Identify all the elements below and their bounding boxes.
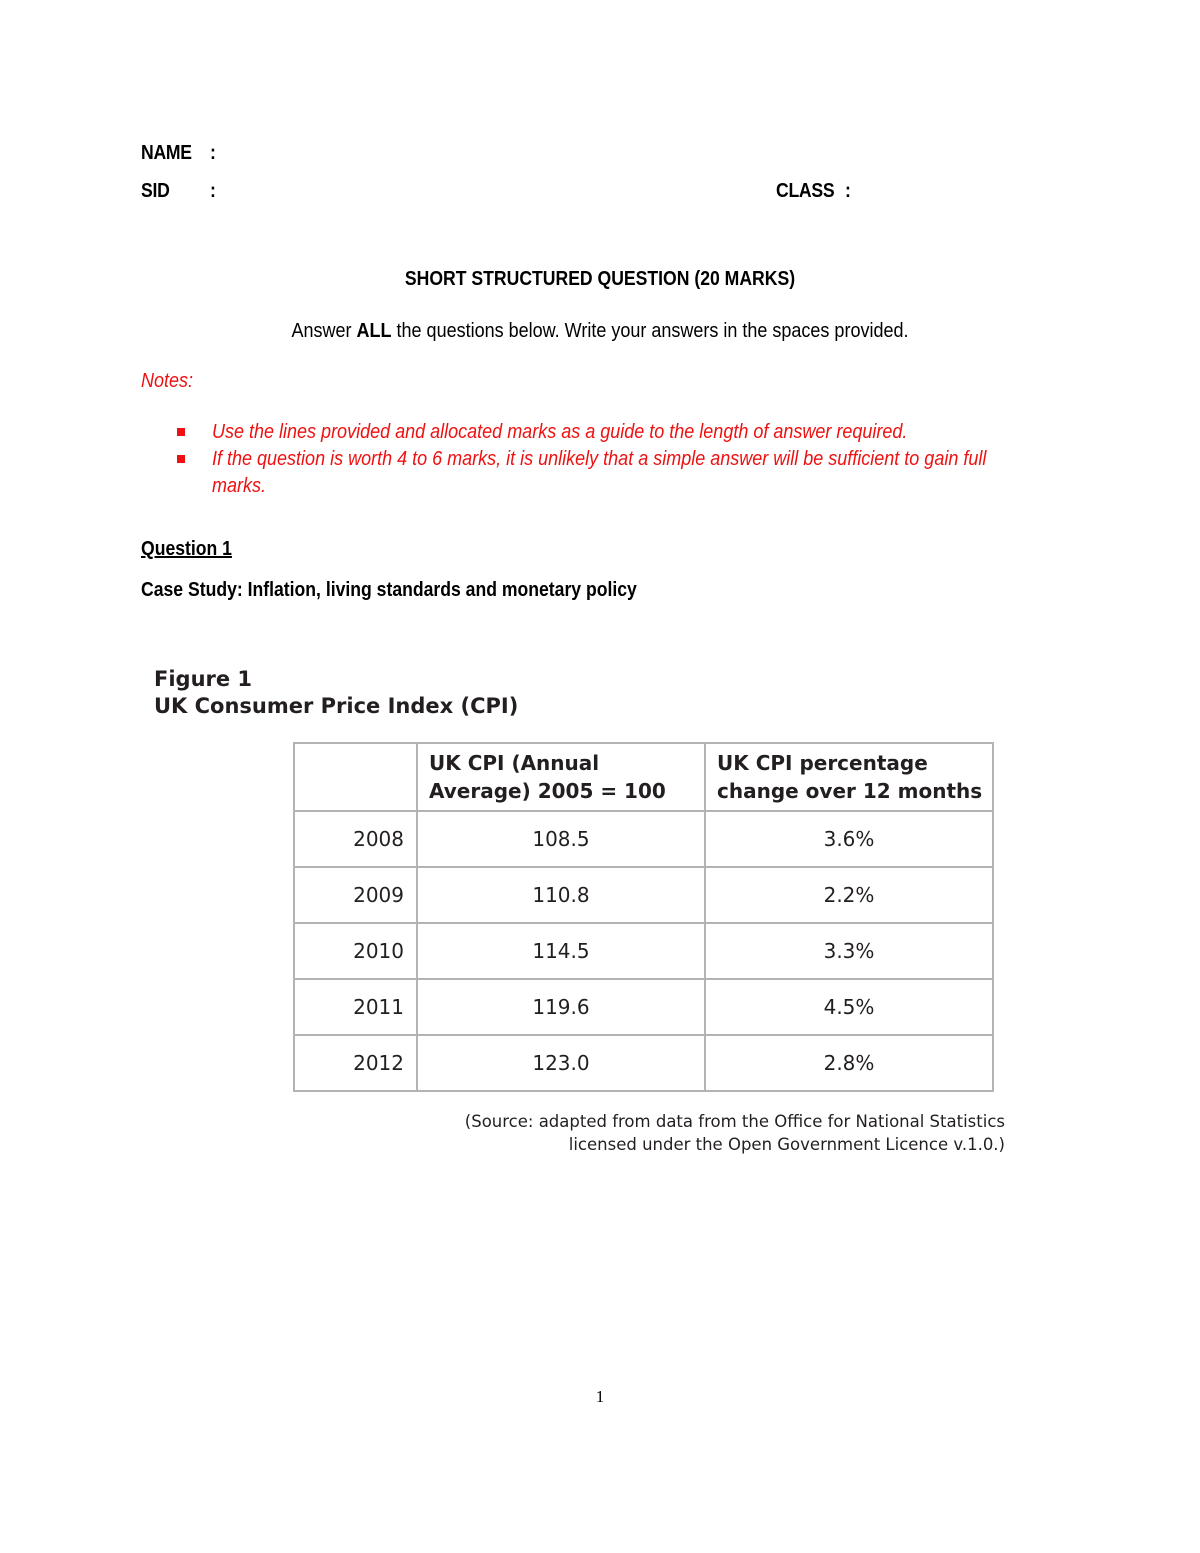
table-row (294, 867, 993, 923)
year-cell: 2011 (294, 979, 417, 1035)
table-row (294, 811, 993, 867)
square-bullet-icon (177, 455, 185, 463)
sid-colon: : (210, 180, 216, 202)
table-header-change (705, 743, 993, 811)
name-colon: : (210, 142, 216, 164)
notes-label: Notes: (141, 370, 194, 392)
note-item-2-line-2: marks. (212, 475, 266, 497)
change-cell: 4.5% (705, 979, 993, 1035)
cpi-cell: 108.5 (417, 811, 705, 867)
source-line-1: (Source: adapted from data from the Office for National Statistics (464, 1112, 1005, 1131)
cpi-cell: 114.5 (417, 923, 705, 979)
year-cell: 2009 (294, 867, 417, 923)
section-title: SHORT STRUCTURED QUESTION (20 MARKS) (404, 268, 796, 290)
source-line-2: licensed under the Open Government Licence v.1.0.) (568, 1135, 1005, 1154)
name-label: NAME (141, 142, 192, 164)
instruction (60, 320, 1140, 343)
cpi-cell: 123.0 (417, 1035, 705, 1091)
header-cpi-line-2: Average) 2005 = 100 (429, 779, 666, 803)
figure-title: UK Consumer Price Index (CPI) (154, 694, 519, 718)
year-cell: 2008 (294, 811, 417, 867)
header-cpi-line-1: UK CPI (Annual (429, 751, 600, 775)
table-header-cpi (417, 743, 705, 811)
change-cell: 2.8% (705, 1035, 993, 1091)
cpi-table (293, 742, 994, 1092)
cpi-cell: 110.8 (417, 867, 705, 923)
case-study-title: Case Study: Inflation, living standards and monetary policy (141, 579, 637, 601)
header-change-line-2: change over 12 months (717, 779, 983, 803)
instruction-before: Answer (291, 320, 357, 342)
year-cell: 2012 (294, 1035, 417, 1091)
note-item-1: Use the lines provided and allocated marks as a guide to the length of answer required. (212, 421, 908, 443)
note-item-2-line-1: If the question is worth 4 to 6 marks, it is unlikely that a simple answer will be sufficient to gain full (212, 448, 987, 470)
year-cell: 2010 (294, 923, 417, 979)
change-cell: 3.3% (705, 923, 993, 979)
change-cell: 3.6% (705, 811, 993, 867)
change-cell: 2.2% (705, 867, 993, 923)
table-header-blank (294, 743, 417, 811)
cpi-cell: 119.6 (417, 979, 705, 1035)
sid-label: SID (141, 180, 170, 202)
table-row (294, 923, 993, 979)
table-row (294, 1035, 993, 1091)
page-number: 1 (595, 1387, 605, 1406)
class-colon: : (845, 180, 851, 202)
instruction-after: the questions below. Write your answers in the spaces provided. (391, 320, 909, 342)
class-label: CLASS (776, 180, 835, 202)
square-bullet-icon (177, 428, 185, 436)
instruction-emphasis: ALL (356, 320, 392, 342)
table-row (294, 979, 993, 1035)
question-title: Question 1 (141, 538, 232, 560)
table-header-row (294, 743, 993, 811)
figure-label: Figure 1 (154, 667, 253, 691)
header-change-line-1: UK CPI percentage (717, 751, 928, 775)
